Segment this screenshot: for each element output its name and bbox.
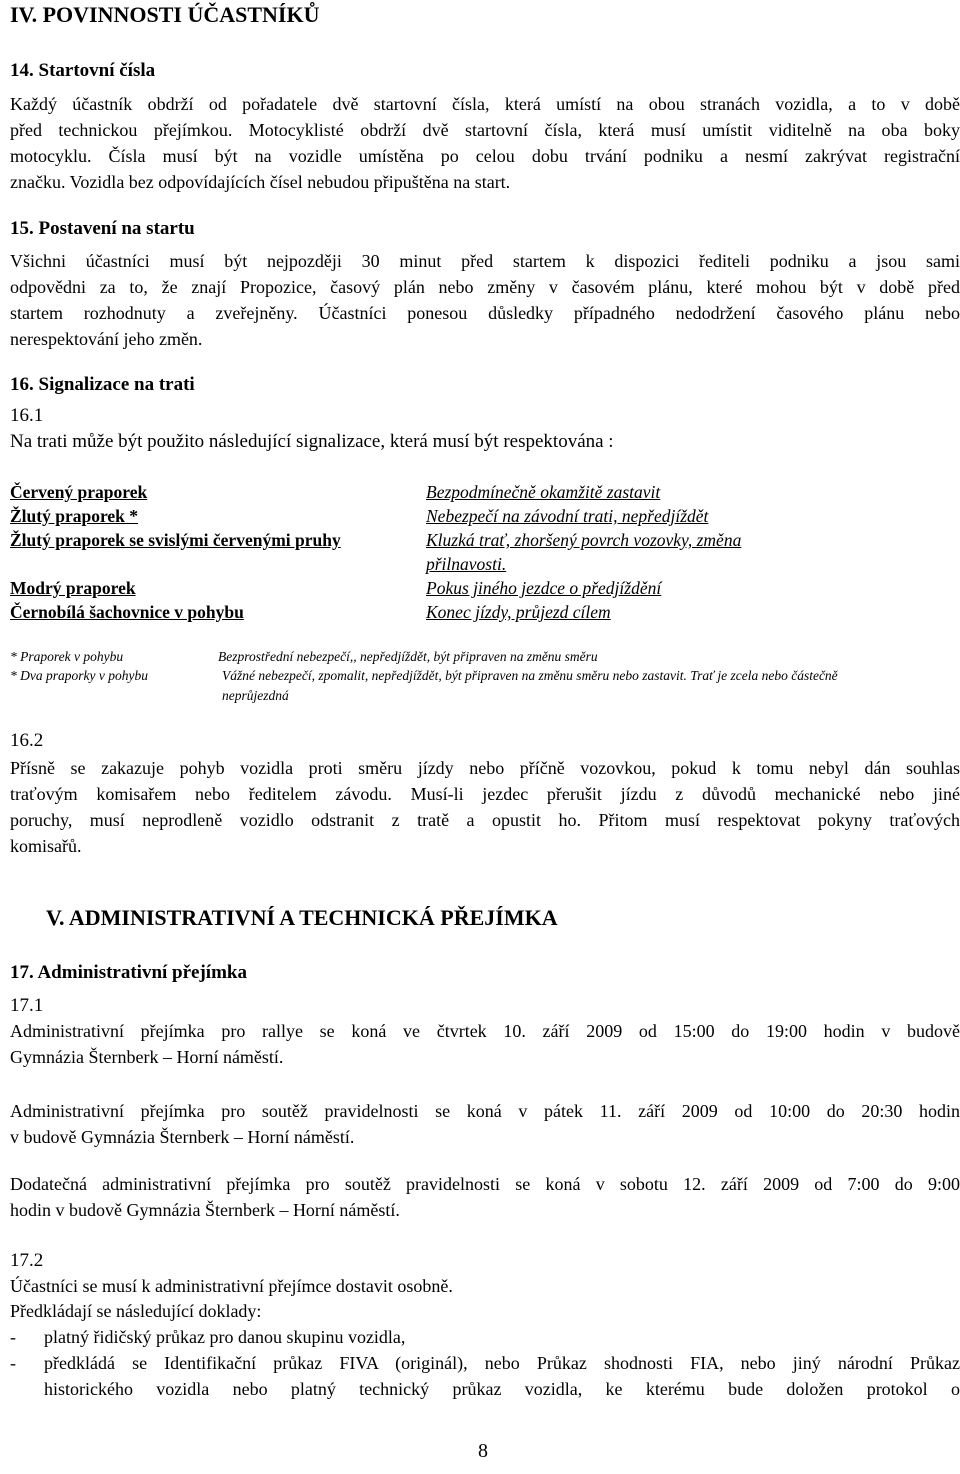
subsection-17-2: 17.2: [10, 1250, 44, 1271]
flag-yellow-red-stripes: Žlutý praporek se svislými červenými pruhy: [10, 530, 341, 550]
text-line: předkládá se Identifikační průkaz FIVA (originál), nebo Průkaz shodnosti FIA, nebo jiný národní Průkaz: [44, 1353, 960, 1373]
text-line: Gymnázia Šternberk – Horní náměstí.: [10, 1047, 284, 1067]
text-line: komisařů.: [10, 836, 82, 856]
paragraph-17-1-a: [10, 1018, 960, 1070]
text-line: poruchy, musí neprodleně vozidlo odstranit z tratě a opustit ho. Přitom musí respektovat pokyny traťových: [10, 810, 960, 830]
text-line: Každý účastník obdrží od pořadatele dvě startovní čísla, která umístí na obou stranách vozidla, a to v době: [10, 94, 960, 114]
text-line: Všichni účastníci musí být nejpozději 30 minut před startem k dispozici řediteli podniku a jsou sami: [10, 251, 960, 271]
page-number: 8: [478, 1440, 488, 1462]
meaning-blue: Pokus jiného jezdce o předjíždění: [426, 578, 662, 598]
text-line: Administrativní přejímka pro soutěž pravidelnosti se koná v pátek 11. září 2009 od 10:00 do 20:30 hodin: [10, 1101, 960, 1121]
note-text-2: Vážné nebezpečí, zpomalit, nepředjíždět, být připraven na změnu směru nebo zastavit. Trať je zcela nebo částečně: [222, 668, 838, 683]
flag-blue: Modrý praporek: [10, 578, 136, 598]
text-line: v budově Gymnázia Šternberk – Horní náměstí.: [10, 1127, 355, 1147]
bullet-dash: -: [10, 1327, 16, 1347]
text-line: před technickou přejímkou. Motocyklisté obdrží dvě startovní čísla, která musí umístit viditelně na oba boky: [10, 120, 960, 140]
text-line: startem rozhodnuty a zveřejněny. Účastníci ponesou důsledky případného nedodržení časového plánu nebo: [10, 303, 960, 323]
text-line: motocyklu. Čísla musí být na vozidle umístěna po celou dobu trvání podniku a nesmí zakrývat registrační: [10, 146, 960, 166]
text-line: traťovým komisařem nebo ředitelem závodu. Musí-li jezdec přerušit jízdu z důvodů mechanické nebo jiné: [10, 784, 960, 804]
heading-14: 14. Startovní čísla: [10, 60, 156, 81]
paragraph-14: [10, 91, 960, 195]
heading-15: 15. Postavení na startu: [10, 218, 195, 239]
bullet-dash: -: [10, 1353, 16, 1373]
section-heading-v: V. ADMINISTRATIVNÍ A TECHNICKÁ PŘEJÍMKA: [46, 905, 558, 930]
subsection-17-1: 17.1: [10, 995, 44, 1016]
subsection-16-2: 16.2: [10, 730, 44, 751]
flag-yellow: Žlutý praporek *: [10, 506, 139, 526]
paragraph-17-1-b: [10, 1098, 960, 1150]
flag-red: Červený praporek: [10, 482, 148, 502]
note-label-1: * Praporek v pohybu: [10, 649, 124, 664]
text-line: Přísně se zakazuje pohyb vozidla proti směru jízdy nebo příčně vozovkou, pokud k tomu nebyl dán souhlas: [10, 758, 960, 778]
meaning-stripes: Kluzká trať, zhoršený povrch vozovky, změna: [426, 530, 742, 550]
paragraph-15: [10, 248, 960, 352]
note-text-1: Bezprostřední nebezpečí,, nepředjíždět, být připraven na změnu směru: [218, 649, 598, 664]
heading-17: 17. Administrativní přejímka: [10, 962, 247, 983]
paragraph-16-2: [10, 755, 960, 859]
note-label-2: * Dva praporky v pohybu: [10, 668, 148, 683]
paragraph-17-1-c: [10, 1171, 960, 1223]
text-line: Dodatečná administrativní přejímka pro soutěž pravidelnosti se koná v sobotu 12. září 2009 od 7:00 do 9:00: [10, 1174, 960, 1194]
text-line: hodin v budově Gymnázia Šternberk – Horní náměstí.: [10, 1200, 400, 1220]
meaning-red: Bezpodmínečně okamžitě zastavit: [426, 482, 661, 502]
flag-chequered: Černobílá šachovnice v pohybu: [10, 602, 244, 622]
subsection-16-1: 16.1: [10, 405, 44, 426]
documents-intro: Předkládají se následující doklady:: [10, 1301, 262, 1321]
text-line: odpovědni za to, že znají Propozice, časový plán nebo změny v časovém plánu, které mohou být v době před: [10, 277, 960, 297]
section-heading-iv: IV. POVINNOSTI ÚČASTNÍKŮ: [10, 2, 320, 27]
text-line: historického vozidla nebo platný technický průkaz vozidla, ke kterému bude doložen protokol o: [44, 1379, 960, 1399]
note-text-2-cont: neprůjezdná: [222, 688, 289, 703]
text-line: Administrativní přejímka pro rallye se koná ve čtvrtek 10. září 2009 od 15:00 do 19:00 hodin v budově: [10, 1021, 960, 1041]
meaning-stripes-cont: přilnavosti.: [426, 554, 507, 574]
bullet-text: platný řidičský průkaz pro danou skupinu vozidla,: [44, 1327, 406, 1347]
bullet-text: [44, 1350, 960, 1402]
text-line: značku. Vozidla bez odpovídajících čísel nebudou připuštěna na start.: [10, 172, 511, 192]
presence-requirement: Účastníci se musí k administrativní přejímce dostavit osobně.: [10, 1276, 453, 1296]
meaning-yellow: Nebezpečí na závodní trati, nepředjíždět: [426, 506, 709, 526]
signal-intro: Na trati může být použito následující signalizace, která musí být respektována :: [10, 431, 614, 452]
text-line: nerespektování jeho změn.: [10, 329, 203, 349]
heading-16: 16. Signalizace na trati: [10, 374, 195, 395]
meaning-chequered: Konec jízdy, průjezd cílem: [426, 602, 611, 622]
